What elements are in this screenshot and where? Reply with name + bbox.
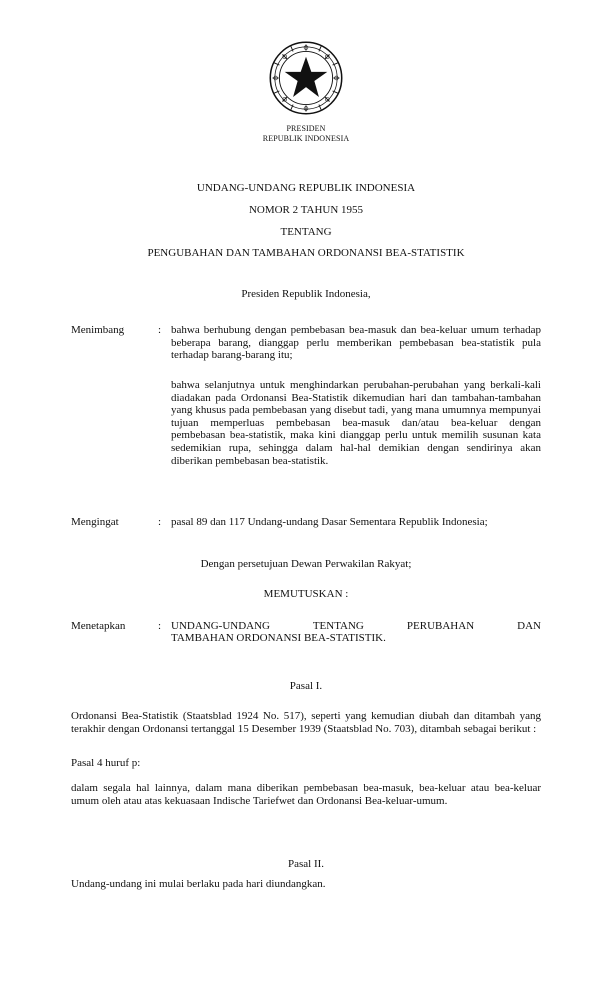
menetapkan-line-2: TAMBAHAN ORDONANSI BEA-STATISTIK. xyxy=(171,632,386,644)
mengingat-label: Mengingat xyxy=(71,516,119,528)
pasal-1-paragraph: Ordonansi Bea-Statistik (Staatsblad 1924 No. 517), seperti yang kemudian diubah dan ditambah yang terakhir dengan Ordonansi tertanggal 15 Desember 1939 (Staatsblad No. 703), ditambah sebagai berikut : xyxy=(71,710,541,735)
mengingat-section xyxy=(71,516,541,546)
persetujuan-text: Dengan persetujuan Dewan Perwakilan Rakyat; xyxy=(200,558,412,570)
header-line-republik: REPUBLIK INDONESIA xyxy=(262,134,350,143)
pasal-4-huruf-p: Pasal 4 huruf p: xyxy=(71,757,141,769)
pasal-1-heading: Pasal I. xyxy=(289,680,323,692)
menetapkan-line-1: UNDANG-UNDANG TENTANG PERUBAHAN DAN xyxy=(171,620,541,632)
mengingat-text: pasal 89 dan 117 Undang-undang Dasar Sementara Republik Indonesia; xyxy=(171,516,488,528)
menimbang-paragraph-1: bahwa berhubung dengan pembebasan bea-masuk dan bea-keluar umum terhadap beberapa barang, dianggap perlu memberikan pembebasan bea-statistik pula terhadap barang-barang itu; xyxy=(171,324,541,362)
menetapkan-label: Menetapkan xyxy=(71,620,126,632)
menetapkan-colon: : xyxy=(158,620,162,632)
garuda-seal-icon xyxy=(268,40,344,116)
menimbang-paragraph-2: bahwa selanjutnya untuk menghindarkan perubahan-perubahan yang berkali-kali diadakan pada Ordonansi Bea-Statistik dikemudian hari dan tambahan-tambahan yang khusus pada pembebasan yang disebut tadi, yang mana umumnya mempunyai tujuan memperluas pembebasan bea-masuk dan/atau bea-keluar dengan pembebasan bea-statistik, maka kini dianggap perlu untuk memilih susunan kata sedemikian rupa, sehingga dalam hal-hal demikian dengan sendirinya akan diberikan pembebasan bea-statistik. xyxy=(171,379,541,467)
menimbang-label: Menimbang xyxy=(71,324,125,336)
title-line-1: UNDANG-UNDANG REPUBLIK INDONESIA xyxy=(196,182,416,194)
title-line-4: PENGUBAHAN DAN TAMBAHAN ORDONANSI BEA-STATISTIK xyxy=(147,247,465,259)
pasal-1-amendment-text: dalam segala hal lainnya, dalam mana diberikan pembebasan bea-masuk, bea-keluar atau bea-keluar umum oleh atau atas kekuasaan Indische Tariefwet dan Ordonansi Bea-keluar-umum. xyxy=(71,782,541,807)
header-line-presiden: PRESIDEN xyxy=(286,124,326,133)
pasal-2-text: Undang-undang ini mulai berlaku pada hari diundangkan. xyxy=(71,878,326,890)
memutuskan-heading: MEMUTUSKAN : xyxy=(263,588,349,600)
title-line-3: TENTANG xyxy=(280,226,332,238)
mengingat-colon: : xyxy=(158,516,162,528)
menimbang-section xyxy=(71,324,541,514)
title-line-2: NOMOR 2 TAHUN 1955 xyxy=(248,204,364,216)
pasal-2-heading: Pasal II. xyxy=(287,858,325,870)
menimbang-colon: : xyxy=(158,324,162,336)
opening-text: Presiden Republik Indonesia, xyxy=(241,288,371,300)
menetapkan-section xyxy=(71,620,541,650)
